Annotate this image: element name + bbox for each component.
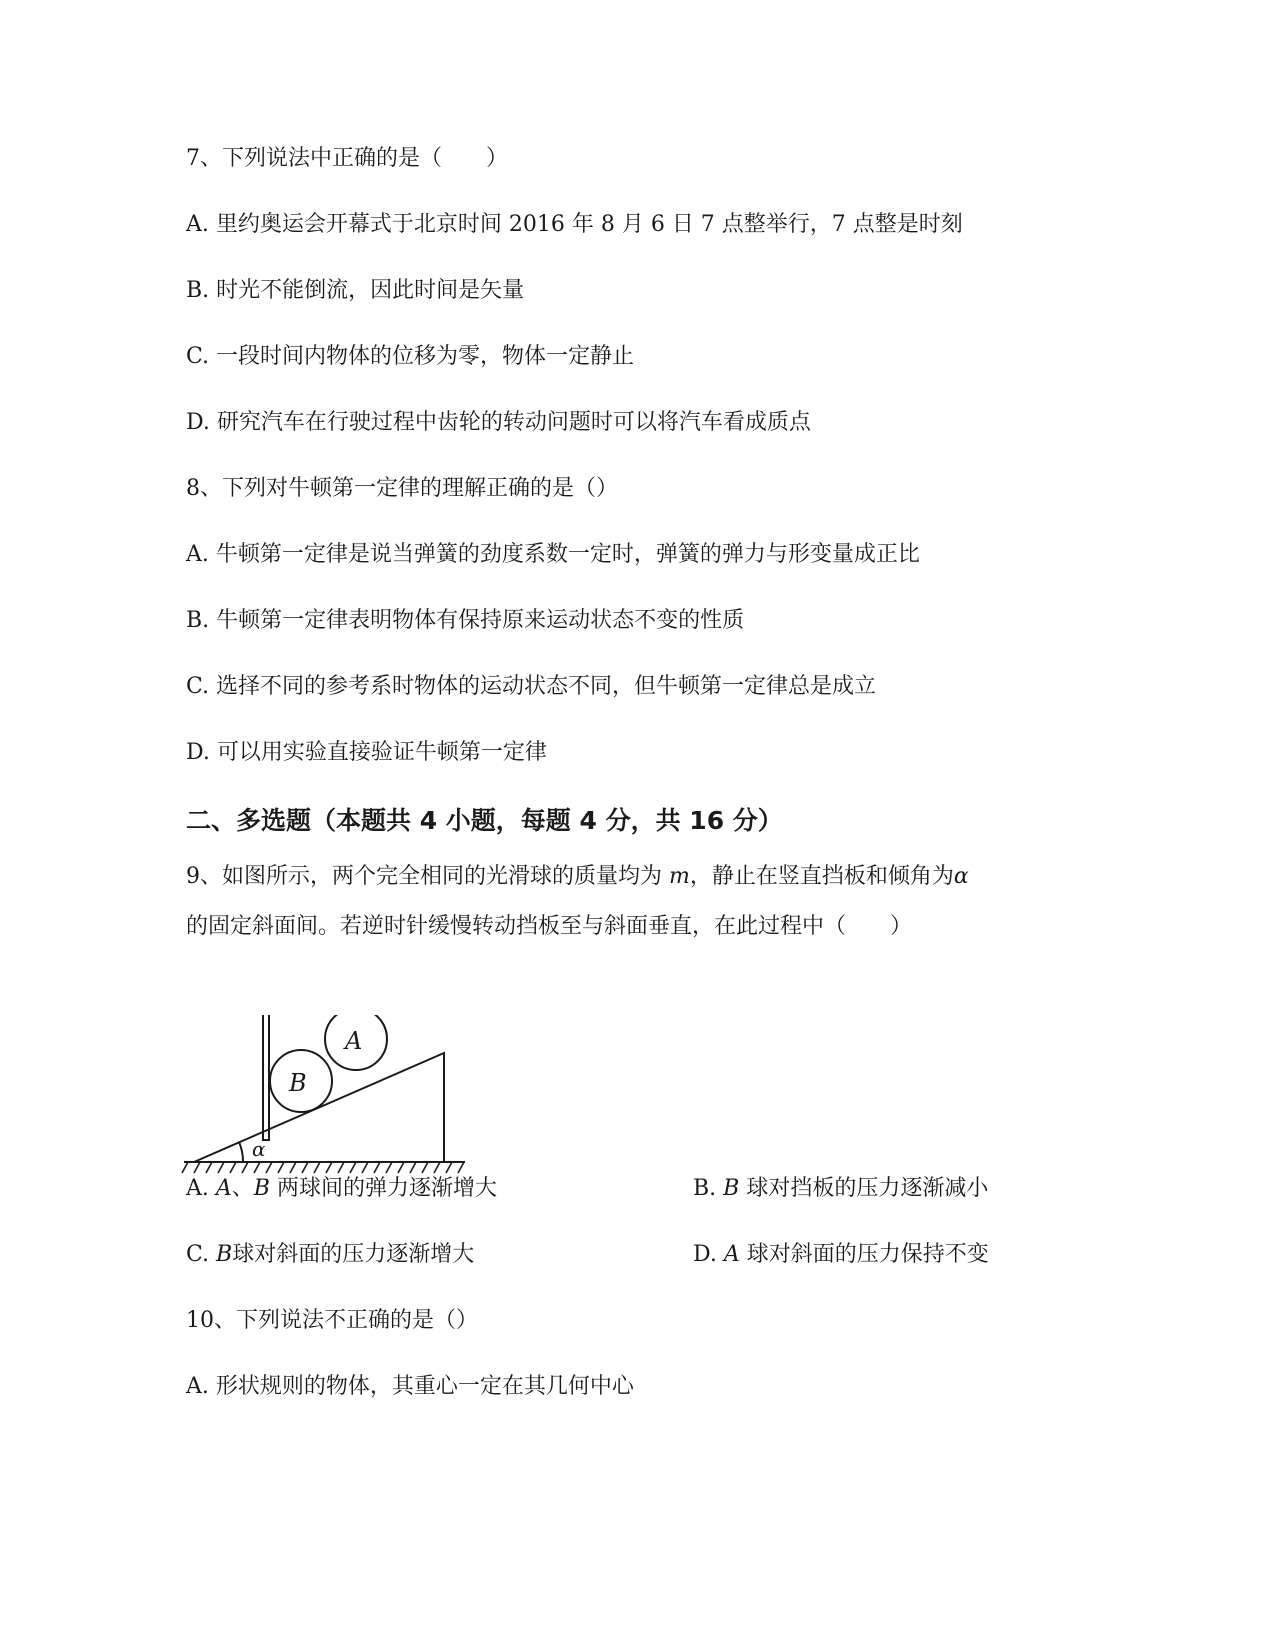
q9-stem-text-1: 9、如图所示，两个完全相同的光滑球的质量均为 [186,864,669,889]
q9-var-m: m [669,864,690,889]
q9-option-d-var: A [723,1242,740,1267]
ball-a-label: A [345,1027,363,1055]
q7-option-b: B. 时光不能倒流，因此时间是矢量 [186,278,525,303]
q9-option-c [186,1240,474,1270]
q7-option-c: C. 一段时间内物体的位移为零，物体一定静止 [186,344,635,369]
q8-option-b: B. 牛顿第一定律表明物体有保持原来运动状态不变的性质 [186,608,745,633]
angle-label: α [252,1137,266,1161]
q7-option-a: A. 里约奥运会开幕式于北京时间 2016 年 8 月 6 日 7 点整举行，7 点整是时刻 [186,212,963,237]
q9-option-c-prefix: C. [186,1242,217,1267]
q9-option-a-prefix: A. [186,1176,216,1201]
ball-b-label: B [289,1069,307,1097]
baffle [263,1015,269,1140]
q7-option-d: D. 研究汽车在行驶过程中齿轮的转动问题时可以将汽车看成质点 [186,410,811,435]
q9-option-a-text: 两球间的弹力逐渐增大 [269,1176,497,1201]
q9-option-d-prefix: D. [693,1242,724,1267]
q10-stem: 10、下列说法不正确的是（） [186,1308,478,1333]
q8-option-a: A. 牛顿第一定律是说当弹簧的劲度系数一定时，弹簧的弹力与形变量成正比 [186,542,920,567]
q7-stem: 7、下列说法中正确的是（ ） [186,146,508,171]
q8-option-c: C. 选择不同的参考系时物体的运动状态不同，但牛顿第一定律总是成立 [186,674,877,699]
q9-option-b-text: 球对挡板的压力逐渐减小 [739,1176,989,1201]
q8-stem: 8、下列对牛顿第一定律的理解正确的是（） [186,476,618,501]
section-heading: 二、多选题（本题共 4 小题，每题 4 分，共 16 分） [186,806,783,835]
q9-option-d [693,1240,989,1270]
q9-option-a-var2: B [253,1176,270,1201]
q9-option-a-sep: 、 [231,1176,254,1201]
q9-option-b [693,1174,988,1204]
q9-option-c-var: B [216,1242,233,1267]
q9-stem-line2: 的固定斜面间。若逆时针缓慢转动挡板至与斜面垂直，在此过程中（ ） [186,914,913,939]
q9-var-alpha: α [953,864,969,889]
q9-option-a [186,1174,497,1204]
q8-option-d: D. 可以用实验直接验证牛顿第一定律 [186,740,547,765]
q9-option-b-prefix: B. [693,1176,724,1201]
angle-arc [239,1142,243,1162]
q9-stem-line1 [186,862,969,892]
incline [194,1053,444,1162]
q9-stem-text-2: ，静止在竖直挡板和倾角为 [689,864,954,889]
ground-hatch [182,1162,464,1173]
q9-option-b-var: B [723,1176,740,1201]
incline-figure [180,1015,500,1200]
q9-option-d-text: 球对斜面的压力保持不变 [739,1242,989,1267]
q9-option-c-text: 球对斜面的压力逐渐增大 [232,1242,475,1267]
q9-option-a-var1: A [215,1176,232,1201]
q10-option-a: A. 形状规则的物体，其重心一定在其几何中心 [186,1374,634,1399]
